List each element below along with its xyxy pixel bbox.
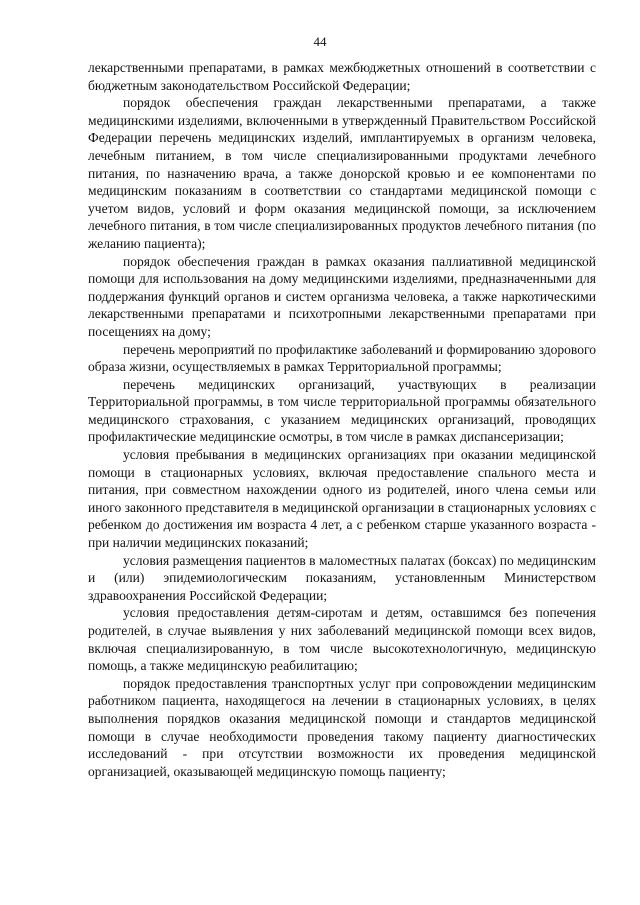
paragraph: условия предоставления детям-сиротам и детям, оставшимся без попечения родителей, в случае выявления у них заболеваний медицинской помощи всех видов, включая специализированную, в том числе высокотехнологичную, медицинскую помощь, а также медицинскую реабилитацию; (88, 605, 596, 674)
paragraph: лекарственными препаратами, в рамках межбюджетных отношений в соответствии с бюджетным законодательством Российской Федерации; (88, 60, 596, 93)
page-number: 44 (313, 34, 327, 49)
paragraph: порядок обеспечения граждан лекарственными препаратами, а также медицинскими изделиями, включенными в утвержденный Правительством Российской Федерации перечень медицинских изделий, имплантируемых в организм человека, лечебным питанием, в том числе специализированными продуктами лечебного питания, по назначению врача, а также донорской кровью и ее компонентами по медицинским показаниям в соответствии со стандартами медицинской помощи с учетом видов, условий и форм оказания медицинской помощи, за исключением лечебного питания, в том числе специализированных продуктов лечебного питания (по желанию пациента); (88, 95, 596, 251)
paragraph: перечень мероприятий по профилактике заболеваний и формированию здорового образа жизни, осуществляемых в рамках Территориальной программы; (88, 341, 596, 375)
paragraph: порядок предоставления транспортных услуг при сопровождении медицинским работником пациента, находящегося на лечении в стационарных условиях, в целях выполнения порядков оказания медицинской помощи и стандартов медицинской помощи в случае необходимости проведения такому пациенту диагностических исследований - при отсутствии возможности их проведения медицинской организацией, оказывающей медицинскую помощь пациенту; (88, 675, 596, 779)
paragraph: условия размещения пациентов в маломестных палатах (боксах) по медицинским и (или) эпидемиологическим показаниям, установленным Министерством здравоохранения Российской Федерации; (88, 552, 596, 603)
document-body (88, 59, 596, 780)
paragraph: условия пребывания в медицинских организациях при оказании медицинской помощи в стационарных условиях, включая предоставление спального места и питания, при совместном нахождении одного из родителей, иного члена семьи или иного законного представителя в медицинской организации в стационарных условиях с ребенком до достижения им возраста 4 лет, а с ребенком старше указанного возраста - при наличии медицинских показаний; (88, 447, 596, 551)
paragraph: перечень медицинских организаций, участвующих в реализации Территориальной программы, в том числе территориальной программы обязательного медицинского страхования, с указанием медицинских организаций, проводящих профилактические медицинские осмотры, в том числе в рамках диспансеризации; (88, 376, 596, 445)
paragraph: порядок обеспечения граждан в рамках оказания паллиативной медицинской помощи для использования на дому медицинскими изделиями, предназначенными для поддержания функций органов и систем организма человека, а также наркотическими лекарственными препаратами и психотропными лекарственными препаратами при посещениях на дому; (88, 253, 596, 339)
